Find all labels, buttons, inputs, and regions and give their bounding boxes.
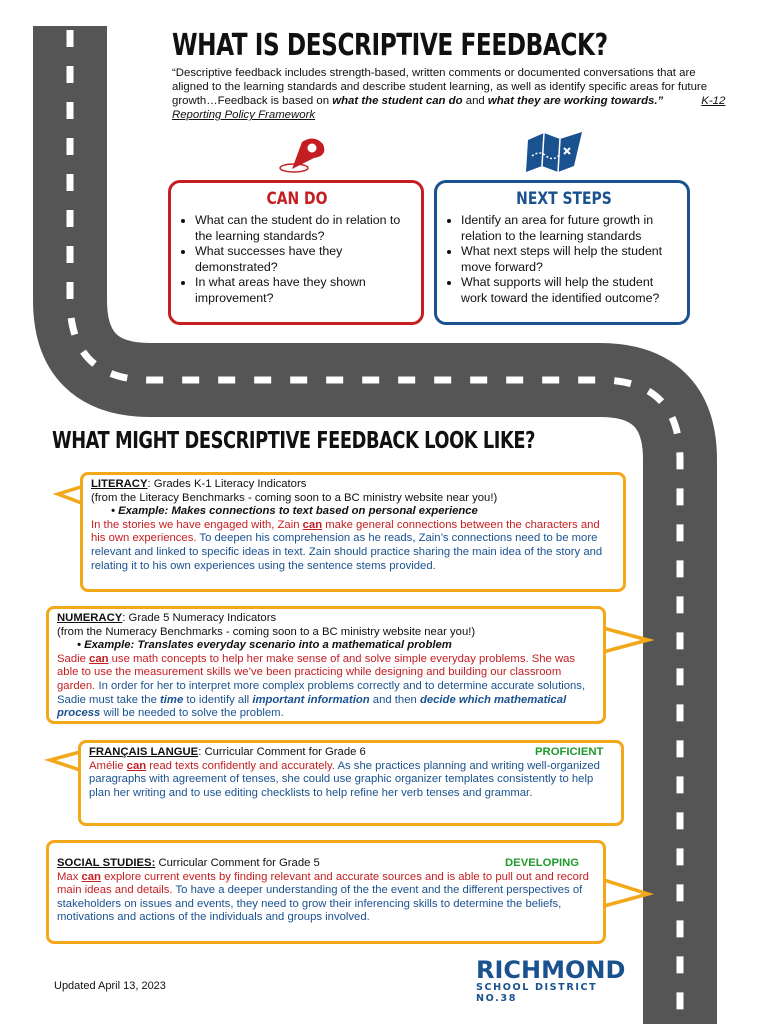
can-do-item: • What can the student do in relation to the learning standards? xyxy=(195,213,413,244)
folded-map-icon xyxy=(524,130,586,174)
numeracy-source: (from the Numeracy Benchmarks - coming soon to a BC ministry website near you!) xyxy=(57,625,476,638)
logo-name: RICHMOND xyxy=(476,956,626,984)
francais-subject: FRANÇAIS LANGUE xyxy=(89,746,199,758)
social-subject: SOCIAL STUDIES: xyxy=(57,857,156,869)
next-steps-heading: NEXT STEPS xyxy=(516,189,612,209)
quote-source: K-12 Reporting Policy Framework xyxy=(172,95,726,121)
francais-card: FRANÇAIS LANGUE: Curricular Comment for Grade 6 PROFICIENT Amélie can read texts confidently and accurately. As she practices planning and writing well-organized paragraphs with agreement of tenses, she could use graphic organizer templates consistently to help plan her writing and to use editing checklists to help refine her verb tenses and grammar. xyxy=(78,740,624,826)
page-title: WHAT IS DESCRIPTIVE FEEDBACK? xyxy=(172,28,608,63)
literacy-card: LITERACY: Grades K-1 Literacy Indicators (from the Literacy Benchmarks - coming soon to a BC ministry website near you!) • Example: Makes connections to text based on personal experience In the stories we have engaged with, Zain can make general connections between the characters and his own experiences. To deepen his comprehension as he reads, Zain’s connections need to be more relevant and linked to specific ideas in text. Zain should practice sharing the main idea of the story and relating it to his own experiences using the sentence stems provided. xyxy=(80,472,626,592)
next-steps-box xyxy=(434,180,690,325)
proficient-badge: PROFICIENT xyxy=(535,746,604,758)
developing-badge: DEVELOPING xyxy=(505,857,580,869)
can-do-heading: CAN DO xyxy=(266,189,328,209)
literacy-source: (from the Literacy Benchmarks - coming soon to a BC ministry website near you!) xyxy=(91,491,498,504)
definition-quote: “Descriptive feedback includes strength-based, written comments or documented conversations that are aligned to the learning standards and describe student learning, as well as identify specific areas for future growth…Feedback is based on what the student can do and what they are working towards.” K-12 Reporting Policy Framework xyxy=(172,67,726,121)
updated-date: Updated April 13, 2023 xyxy=(54,980,166,992)
district-logo xyxy=(476,956,636,1004)
section-title: WHAT MIGHT DESCRIPTIVE FEEDBACK LOOK LIKE? xyxy=(52,428,535,454)
literacy-subject: LITERACY xyxy=(91,478,148,490)
next-steps-item: • What next steps will help the student move forward? xyxy=(461,244,681,275)
literacy-example: • Example: Makes connections to text based on personal experience xyxy=(111,505,478,518)
next-steps-item: • Identify an area for future growth in relation to the learning standards xyxy=(461,213,681,244)
can-do-box xyxy=(168,180,424,325)
can-do-item: • What successes have they demonstrated? xyxy=(195,244,413,275)
next-steps-item: • What supports will help the student work toward the identified outcome? xyxy=(461,275,681,306)
social-studies-card: SOCIAL STUDIES: Curricular Comment for Grade 5 DEVELOPING Max can explore current events by finding relevant and accurate sources and is able to pull out and record main ideas and details. To have a deeper understanding of the the event and the different perspectives of stakeholders on issues and events, they need to grow their inferencing skills to determine the beliefs, motivations and actions of the individuals and groups involved. xyxy=(46,840,606,944)
map-pin-icon xyxy=(278,136,326,174)
can-do-item: • In what areas have they shown improvement? xyxy=(195,275,413,306)
numeracy-example: • Example: Translates everyday scenario into a mathematical problem xyxy=(77,639,452,652)
numeracy-subject: NUMERACY xyxy=(57,612,123,624)
numeracy-card: NUMERACY: Grade 5 Numeracy Indicators (from the Numeracy Benchmarks - coming soon to a BC ministry website near you!) • Example: Translates everyday scenario into a mathematical problem Sadie can use math concepts to help her make sense of and solve simple everyday problems. She was able to use the measurement skills we’ve been practicing while designing and building our classroom garden. In order for her to interpret more complex problems correctly and to determine accurate solutions, Sadie must take the time to identify all important information and then decide which mathematical process will be needed to solve the problem. xyxy=(46,606,606,724)
logo-subtitle: SCHOOL DISTRICT NO.38 xyxy=(476,982,598,1004)
